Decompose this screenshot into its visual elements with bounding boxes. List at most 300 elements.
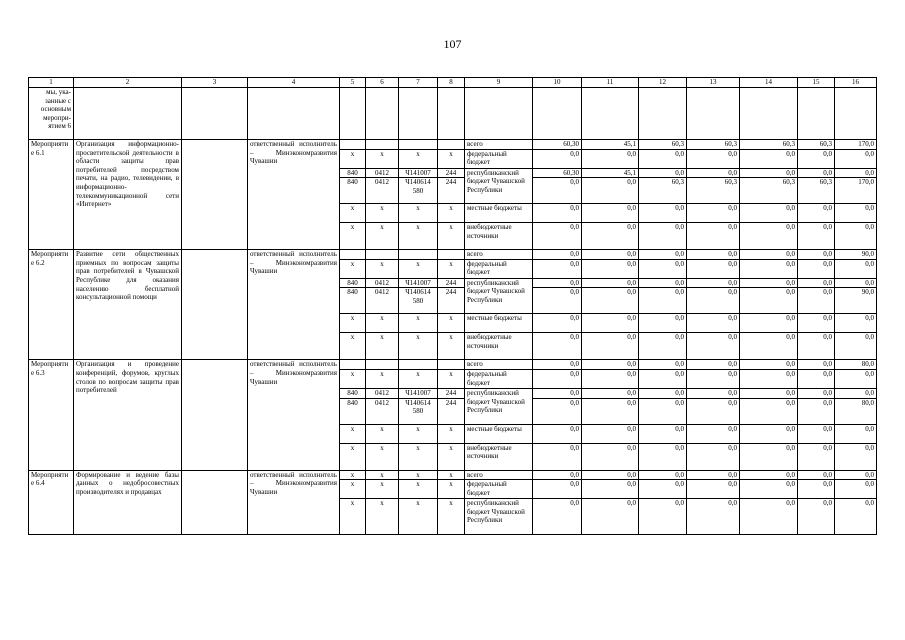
amount-cell: 0,0 bbox=[639, 250, 687, 260]
amount-cell: 0,0 bbox=[582, 178, 639, 204]
code-cell bbox=[340, 140, 366, 150]
amount-cell: 60,3 bbox=[740, 140, 798, 150]
code-cell: x bbox=[438, 223, 465, 250]
code-cell: x bbox=[399, 443, 438, 470]
code-cell: Ч141007 bbox=[399, 388, 438, 398]
amount-cell: 0,0 bbox=[740, 388, 798, 398]
event-description: Развитие сети общественных приемных по вопросам защиты прав потребителей в Чувашской Республике для оказания населению бесплатной консультационной помощи bbox=[74, 250, 182, 360]
budget-table bbox=[28, 77, 877, 535]
funding-source: всего bbox=[465, 250, 533, 260]
code-cell: 244 bbox=[438, 178, 465, 204]
amount-cell: 0,0 bbox=[740, 168, 798, 178]
amount-cell: 0,0 bbox=[835, 278, 877, 288]
executor-cell: ответственный исполнитель – Минэкономразвития Чувашии bbox=[248, 470, 340, 535]
amount-cell: 0,0 bbox=[533, 443, 582, 470]
amount-cell: 0,0 bbox=[639, 424, 687, 443]
amount-cell: 0,0 bbox=[687, 250, 740, 260]
amount-cell: 0,0 bbox=[639, 223, 687, 250]
amount-cell: 0,0 bbox=[687, 168, 740, 178]
amount-cell: 0,0 bbox=[740, 443, 798, 470]
empty-cell bbox=[639, 88, 687, 140]
amount-cell: 0,0 bbox=[533, 149, 582, 168]
amount-cell: 0,0 bbox=[582, 443, 639, 470]
funding-source: внебюджетные источники bbox=[465, 443, 533, 470]
amount-cell: 0,0 bbox=[798, 470, 835, 480]
amount-cell: 0,0 bbox=[835, 223, 877, 250]
amount-cell: 0,0 bbox=[835, 470, 877, 480]
code-cell: x bbox=[366, 204, 399, 223]
continuation-label: мы, ука-занные с основным меропри-ятием 6 bbox=[29, 88, 74, 140]
amount-cell: 45,1 bbox=[582, 168, 639, 178]
code-cell: x bbox=[438, 369, 465, 388]
amount-cell: 0,0 bbox=[740, 250, 798, 260]
column-number: 13 bbox=[687, 78, 740, 88]
amount-cell: 0,0 bbox=[798, 288, 835, 314]
code-cell: Ч141007 bbox=[399, 168, 438, 178]
amount-cell: 0,0 bbox=[740, 149, 798, 168]
column-number: 15 bbox=[798, 78, 835, 88]
amount-cell: 0,0 bbox=[533, 178, 582, 204]
code-cell: x bbox=[399, 259, 438, 278]
amount-cell: 0,0 bbox=[687, 278, 740, 288]
code-cell bbox=[399, 140, 438, 150]
amount-cell: 0,0 bbox=[533, 333, 582, 360]
amount-cell: 0,0 bbox=[533, 314, 582, 333]
code-cell: x bbox=[366, 499, 399, 535]
code-cell bbox=[438, 250, 465, 260]
amount-cell: 0,0 bbox=[740, 333, 798, 360]
amount-cell: 0,0 bbox=[582, 278, 639, 288]
code-cell: x bbox=[340, 499, 366, 535]
code-cell: x bbox=[340, 314, 366, 333]
amount-cell: 0,0 bbox=[639, 168, 687, 178]
empty-cell bbox=[533, 88, 582, 140]
amount-cell: 0,0 bbox=[687, 360, 740, 370]
code-cell: 840 bbox=[340, 168, 366, 178]
amount-cell: 0,0 bbox=[639, 398, 687, 424]
amount-cell: 0,0 bbox=[740, 223, 798, 250]
funding-source: внебюджетные источники bbox=[465, 223, 533, 250]
amount-cell: 0,0 bbox=[798, 204, 835, 223]
empty-cell bbox=[340, 88, 366, 140]
code-cell: x bbox=[366, 443, 399, 470]
code-cell: x bbox=[340, 204, 366, 223]
amount-cell: 0,0 bbox=[533, 398, 582, 424]
empty-cell bbox=[74, 88, 182, 140]
amount-cell: 0,0 bbox=[798, 424, 835, 443]
code-cell: x bbox=[399, 314, 438, 333]
amount-cell: 0,0 bbox=[740, 424, 798, 443]
code-cell bbox=[399, 250, 438, 260]
code-cell: 840 bbox=[340, 398, 366, 424]
empty-cell bbox=[182, 360, 248, 470]
code-cell: x bbox=[366, 149, 399, 168]
amount-cell: 60,3 bbox=[798, 140, 835, 150]
code-cell: 840 bbox=[340, 278, 366, 288]
amount-cell: 0,0 bbox=[639, 333, 687, 360]
amount-cell: 0,0 bbox=[533, 424, 582, 443]
funding-source: федеральный бюджет bbox=[465, 369, 533, 388]
amount-cell: 0,0 bbox=[798, 480, 835, 499]
amount-cell: 0,0 bbox=[687, 369, 740, 388]
code-cell bbox=[438, 140, 465, 150]
code-cell: x bbox=[340, 259, 366, 278]
amount-cell: 0,0 bbox=[687, 480, 740, 499]
code-cell bbox=[340, 250, 366, 260]
amount-cell: 0,0 bbox=[639, 288, 687, 314]
empty-cell bbox=[182, 88, 248, 140]
column-number: 6 bbox=[366, 78, 399, 88]
amount-cell: 0,0 bbox=[533, 480, 582, 499]
amount-cell: 170,0 bbox=[835, 140, 877, 150]
amount-cell: 80,0 bbox=[835, 398, 877, 424]
empty-cell bbox=[798, 88, 835, 140]
amount-cell: 60,3 bbox=[639, 178, 687, 204]
event-label: Мероприятие 6.4 bbox=[29, 470, 74, 535]
amount-cell: 0,0 bbox=[835, 480, 877, 499]
amount-cell: 0,0 bbox=[740, 398, 798, 424]
amount-cell: 0,0 bbox=[687, 424, 740, 443]
code-cell: 0412 bbox=[366, 398, 399, 424]
amount-cell: 80,0 bbox=[835, 360, 877, 370]
table-row bbox=[29, 470, 877, 480]
page-number: 107 bbox=[443, 37, 462, 51]
code-cell: x bbox=[399, 333, 438, 360]
code-cell: x bbox=[340, 480, 366, 499]
amount-cell: 0,0 bbox=[533, 388, 582, 398]
empty-cell bbox=[182, 250, 248, 360]
amount-cell: 0,0 bbox=[639, 278, 687, 288]
code-cell: 244 bbox=[438, 398, 465, 424]
amount-cell: 0,0 bbox=[835, 259, 877, 278]
amount-cell: 0,0 bbox=[582, 470, 639, 480]
empty-cell bbox=[835, 88, 877, 140]
amount-cell: 60,3 bbox=[687, 140, 740, 150]
code-cell: x bbox=[399, 470, 438, 480]
code-cell: x bbox=[438, 499, 465, 535]
amount-cell: 0,0 bbox=[835, 443, 877, 470]
amount-cell: 90,0 bbox=[835, 250, 877, 260]
amount-cell: 0,0 bbox=[798, 278, 835, 288]
amount-cell: 0,0 bbox=[740, 470, 798, 480]
amount-cell: 0,0 bbox=[533, 259, 582, 278]
amount-cell: 0,0 bbox=[835, 388, 877, 398]
empty-cell bbox=[740, 88, 798, 140]
code-cell: x bbox=[366, 480, 399, 499]
column-number: 1 bbox=[29, 78, 74, 88]
event-description: Организация и проведение конференций, форумов, круглых столов по вопросам защиты прав потребителей bbox=[74, 360, 182, 470]
amount-cell: 0,0 bbox=[639, 480, 687, 499]
amount-cell: 0,0 bbox=[639, 259, 687, 278]
amount-cell: 60,3 bbox=[687, 178, 740, 204]
empty-cell bbox=[465, 88, 533, 140]
event-description: Формирование и ведение базы данных о недобросовестных производителях и продавцах bbox=[74, 470, 182, 535]
code-cell bbox=[438, 360, 465, 370]
column-number: 9 bbox=[465, 78, 533, 88]
column-number: 11 bbox=[582, 78, 639, 88]
code-cell: x bbox=[340, 369, 366, 388]
code-cell: 0412 bbox=[366, 178, 399, 204]
code-cell: x bbox=[399, 424, 438, 443]
event-label: Мероприятие 6.3 bbox=[29, 360, 74, 470]
amount-cell: 0,0 bbox=[835, 204, 877, 223]
empty-cell bbox=[399, 88, 438, 140]
column-number: 16 bbox=[835, 78, 877, 88]
funding-source: местные бюджеты bbox=[465, 314, 533, 333]
funding-source: республиканский бюджет Чувашской Республики bbox=[465, 499, 533, 535]
amount-cell: 0,0 bbox=[533, 288, 582, 314]
amount-cell: 0,0 bbox=[639, 443, 687, 470]
code-cell: x bbox=[366, 223, 399, 250]
code-cell: x bbox=[438, 204, 465, 223]
funding-source: местные бюджеты bbox=[465, 424, 533, 443]
column-number: 8 bbox=[438, 78, 465, 88]
code-cell: x bbox=[438, 149, 465, 168]
amount-cell: 0,0 bbox=[687, 149, 740, 168]
amount-cell: 0,0 bbox=[835, 149, 877, 168]
amount-cell: 0,0 bbox=[798, 223, 835, 250]
funding-source: внебюджетные источники bbox=[465, 333, 533, 360]
code-cell: x bbox=[340, 470, 366, 480]
code-cell: x bbox=[340, 443, 366, 470]
code-cell: x bbox=[366, 314, 399, 333]
amount-cell: 0,0 bbox=[740, 369, 798, 388]
amount-cell: 0,0 bbox=[582, 360, 639, 370]
empty-cell bbox=[248, 88, 340, 140]
amount-cell: 0,0 bbox=[740, 259, 798, 278]
funding-source: федеральный бюджет bbox=[465, 480, 533, 499]
code-cell: x bbox=[366, 259, 399, 278]
amount-cell: 0,0 bbox=[582, 288, 639, 314]
funding-source: федеральный бюджет bbox=[465, 259, 533, 278]
amount-cell: 0,0 bbox=[740, 499, 798, 535]
code-cell: x bbox=[399, 369, 438, 388]
header-row bbox=[29, 78, 877, 88]
funding-source: местные бюджеты bbox=[465, 204, 533, 223]
column-number: 3 bbox=[182, 78, 248, 88]
amount-cell: 0,0 bbox=[798, 398, 835, 424]
amount-cell: 0,0 bbox=[533, 499, 582, 535]
code-cell: 0412 bbox=[366, 168, 399, 178]
amount-cell: 0,0 bbox=[798, 333, 835, 360]
column-number: 5 bbox=[340, 78, 366, 88]
executor-cell: ответственный исполнитель – Минэкономразвития Чувашии bbox=[248, 360, 340, 470]
code-cell: Ч141007 bbox=[399, 278, 438, 288]
amount-cell: 90,0 bbox=[835, 288, 877, 314]
code-cell: x bbox=[399, 480, 438, 499]
code-cell: Ч140614 580 bbox=[399, 178, 438, 204]
code-cell: 244 bbox=[438, 278, 465, 288]
amount-cell: 60,3 bbox=[740, 178, 798, 204]
amount-cell: 0,0 bbox=[687, 259, 740, 278]
amount-cell: 0,0 bbox=[740, 360, 798, 370]
amount-cell: 0,0 bbox=[687, 314, 740, 333]
table-row bbox=[29, 140, 877, 150]
code-cell bbox=[366, 250, 399, 260]
code-cell: 244 bbox=[438, 288, 465, 314]
code-cell: x bbox=[340, 223, 366, 250]
code-cell: x bbox=[438, 259, 465, 278]
code-cell bbox=[399, 360, 438, 370]
amount-cell: 0,0 bbox=[798, 149, 835, 168]
amount-cell: 60,3 bbox=[798, 178, 835, 204]
funding-source: республиканский бюджет Чувашской Республики bbox=[465, 278, 533, 314]
amount-cell: 0,0 bbox=[639, 314, 687, 333]
code-cell: x bbox=[366, 369, 399, 388]
amount-cell: 0,0 bbox=[798, 314, 835, 333]
code-cell bbox=[340, 360, 366, 370]
table-row bbox=[29, 360, 877, 370]
amount-cell: 0,0 bbox=[835, 424, 877, 443]
column-number: 14 bbox=[740, 78, 798, 88]
amount-cell: 0,0 bbox=[798, 388, 835, 398]
funding-source: республиканский бюджет Чувашской Республики bbox=[465, 388, 533, 424]
amount-cell: 0,0 bbox=[687, 204, 740, 223]
amount-cell: 0,0 bbox=[835, 333, 877, 360]
code-cell: 840 bbox=[340, 388, 366, 398]
amount-cell: 0,0 bbox=[582, 259, 639, 278]
code-cell: x bbox=[340, 424, 366, 443]
executor-cell: ответственный исполнитель – Минэкономразвития Чувашии bbox=[248, 250, 340, 360]
continuation-row bbox=[29, 88, 877, 140]
amount-cell: 0,0 bbox=[687, 288, 740, 314]
code-cell bbox=[366, 360, 399, 370]
amount-cell: 0,0 bbox=[582, 480, 639, 499]
code-cell: x bbox=[438, 480, 465, 499]
code-cell: x bbox=[438, 470, 465, 480]
amount-cell: 0,0 bbox=[740, 314, 798, 333]
amount-cell: 0,0 bbox=[798, 443, 835, 470]
amount-cell: 0,0 bbox=[582, 388, 639, 398]
amount-cell: 0,0 bbox=[798, 360, 835, 370]
amount-cell: 0,0 bbox=[582, 204, 639, 223]
amount-cell: 0,0 bbox=[533, 204, 582, 223]
column-number: 2 bbox=[74, 78, 182, 88]
amount-cell: 0,0 bbox=[798, 369, 835, 388]
amount-cell: 0,0 bbox=[835, 168, 877, 178]
code-cell: x bbox=[438, 424, 465, 443]
empty-cell bbox=[438, 88, 465, 140]
event-description: Организация информационно-просветительской деятельности в области защиты прав потребителей посредством печати, на радио, телевидении, в информационно-телекоммуникационной сети «Интернет» bbox=[74, 140, 182, 250]
amount-cell: 0,0 bbox=[533, 360, 582, 370]
amount-cell: 0,0 bbox=[687, 499, 740, 535]
amount-cell: 0,0 bbox=[687, 443, 740, 470]
code-cell: x bbox=[340, 333, 366, 360]
amount-cell: 0,0 bbox=[582, 369, 639, 388]
empty-cell bbox=[182, 140, 248, 250]
code-cell: x bbox=[366, 424, 399, 443]
funding-source: республиканский бюджет Чувашской Республики bbox=[465, 168, 533, 204]
code-cell: Ч140614 580 bbox=[399, 288, 438, 314]
code-cell: x bbox=[438, 443, 465, 470]
amount-cell: 0,0 bbox=[687, 388, 740, 398]
amount-cell: 0,0 bbox=[798, 250, 835, 260]
amount-cell: 0,0 bbox=[835, 369, 877, 388]
amount-cell: 0,0 bbox=[533, 369, 582, 388]
funding-source: всего bbox=[465, 140, 533, 150]
empty-cell bbox=[582, 88, 639, 140]
amount-cell: 0,0 bbox=[582, 149, 639, 168]
amount-cell: 60,3 bbox=[639, 140, 687, 150]
amount-cell: 0,0 bbox=[687, 333, 740, 360]
empty-cell bbox=[687, 88, 740, 140]
code-cell: x bbox=[399, 223, 438, 250]
amount-cell: 0,0 bbox=[533, 470, 582, 480]
event-label: Мероприятие 6.2 bbox=[29, 250, 74, 360]
amount-cell: 0,0 bbox=[533, 223, 582, 250]
event-label: Мероприятие 6.1 bbox=[29, 140, 74, 250]
code-cell: x bbox=[438, 314, 465, 333]
amount-cell: 0,0 bbox=[639, 369, 687, 388]
amount-cell: 60,30 bbox=[533, 168, 582, 178]
amount-cell: 0,0 bbox=[798, 499, 835, 535]
code-cell: 0412 bbox=[366, 388, 399, 398]
amount-cell: 0,0 bbox=[740, 278, 798, 288]
funding-source: всего bbox=[465, 470, 533, 480]
funding-source: федеральный бюджет bbox=[465, 149, 533, 168]
amount-cell: 0,0 bbox=[533, 278, 582, 288]
amount-cell: 0,0 bbox=[740, 480, 798, 499]
amount-cell: 60,30 bbox=[533, 140, 582, 150]
empty-cell bbox=[366, 88, 399, 140]
amount-cell: 0,0 bbox=[582, 333, 639, 360]
amount-cell: 0,0 bbox=[740, 288, 798, 314]
column-number: 12 bbox=[639, 78, 687, 88]
code-cell: Ч140614 580 bbox=[399, 398, 438, 424]
code-cell: 244 bbox=[438, 168, 465, 178]
code-cell: x bbox=[399, 204, 438, 223]
column-number: 7 bbox=[399, 78, 438, 88]
amount-cell: 0,0 bbox=[687, 470, 740, 480]
code-cell: 0412 bbox=[366, 288, 399, 314]
code-cell: x bbox=[399, 499, 438, 535]
code-cell: x bbox=[340, 149, 366, 168]
code-cell: 244 bbox=[438, 388, 465, 398]
amount-cell: 0,0 bbox=[582, 314, 639, 333]
column-number: 4 bbox=[248, 78, 340, 88]
amount-cell: 0,0 bbox=[835, 499, 877, 535]
column-number: 10 bbox=[533, 78, 582, 88]
amount-cell: 0,0 bbox=[639, 360, 687, 370]
amount-cell: 0,0 bbox=[835, 314, 877, 333]
amount-cell: 45,1 bbox=[582, 140, 639, 150]
amount-cell: 0,0 bbox=[798, 168, 835, 178]
code-cell: x bbox=[366, 333, 399, 360]
amount-cell: 0,0 bbox=[639, 470, 687, 480]
code-cell: x bbox=[438, 333, 465, 360]
funding-source: всего bbox=[465, 360, 533, 370]
code-cell: x bbox=[366, 470, 399, 480]
code-cell bbox=[366, 140, 399, 150]
code-cell: x bbox=[399, 149, 438, 168]
code-cell: 840 bbox=[340, 178, 366, 204]
amount-cell: 0,0 bbox=[798, 259, 835, 278]
code-cell: 0412 bbox=[366, 278, 399, 288]
amount-cell: 0,0 bbox=[740, 204, 798, 223]
amount-cell: 0,0 bbox=[582, 398, 639, 424]
empty-cell bbox=[182, 470, 248, 535]
amount-cell: 0,0 bbox=[639, 149, 687, 168]
amount-cell: 0,0 bbox=[639, 499, 687, 535]
amount-cell: 0,0 bbox=[582, 424, 639, 443]
amount-cell: 0,0 bbox=[582, 499, 639, 535]
executor-cell: ответственный исполнитель – Минэкономразвития Чувашии bbox=[248, 140, 340, 250]
amount-cell: 170,0 bbox=[835, 178, 877, 204]
amount-cell: 0,0 bbox=[582, 250, 639, 260]
amount-cell: 0,0 bbox=[639, 204, 687, 223]
amount-cell: 0,0 bbox=[687, 223, 740, 250]
amount-cell: 0,0 bbox=[533, 250, 582, 260]
